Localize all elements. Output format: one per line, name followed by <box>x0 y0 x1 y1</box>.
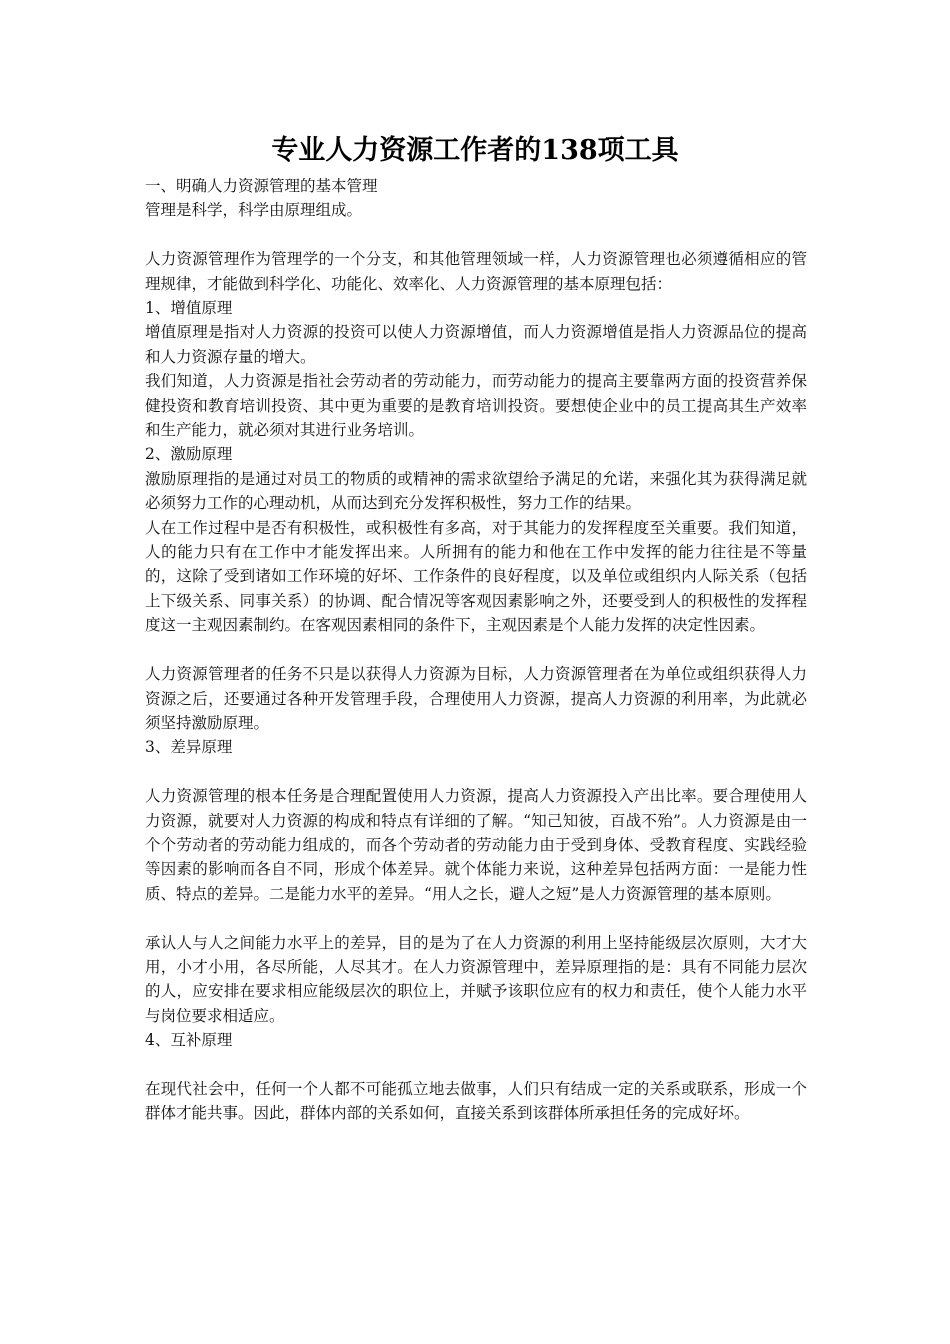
blank-line <box>145 906 807 930</box>
paragraph: 人在工作过程中是否有积极性，或积极性有多高，对于其能力的发挥程度至关重要。我们知道，人的能力只有在工作中才能发挥出来。人所拥有的能力和他在工作中发挥的能力往往是不等量的，这除了受到诸如工作环境的好坏、工作条件的良好程度，以及单位或组织内人际关系（包括上下级关系、同事关系）的协调、配合情况等客观因素影响之外，还要受到人的积极性的发挥程度这一主观因素制约。在客观因素相同的条件下，主观因素是个人能力发挥的决定性因素。 <box>145 518 807 635</box>
blank-line <box>145 638 807 662</box>
paragraph: 管理是科学，科学由原理组成。 <box>145 201 363 220</box>
paragraph: 3、差异原理 <box>145 738 233 757</box>
paragraph: 人力资源管理者的任务不只是以获得人力资源为目标，人力资源管理者在为单位或组织获得人力资源之后，还要通过各种开发管理手段，合理使用人力资源，提高人力资源的利用率，为此就必须坚持激励原理。 <box>145 665 807 732</box>
document-title: 专业人力资源工作者的138项工具 <box>271 135 679 166</box>
document-body <box>145 174 807 1126</box>
paragraph: 一、明确人力资源管理的基本管理 <box>145 177 378 195</box>
blank-line <box>145 760 807 784</box>
paragraph: 增值原理是指对人力资源的投资可以使人力资源增值，而人力资源增值是指人力资源品位的提高和人力资源存量的增大。 <box>145 323 807 366</box>
paragraph: 人力资源管理的根本任务是合理配置使用人力资源，提高人力资源投入产出比率。要合理使用人力资源，就要对人力资源的构成和特点有详细的了解。“知己知彼，百战不殆”。人力资源是由一个个劳动者的劳动能力组成的，而各个劳动者的劳动能力由于受到身体、受教育程度、实践经验等因素的影响而各自不同，形成个体差异。就个体能力来说，这种差异包括两方面：一是能力性质、特点的差异。二是能力水平的差异。“用人之长，避人之短”是人力资源管理的基本原则。 <box>145 787 807 903</box>
paragraph: 激励原理指的是通过对员工的物质的或精神的需求欲望给予满足的允诺，来强化其为获得满足就必须努力工作的心理动机，从而达到充分发挥积极性，努力工作的结果。 <box>145 469 807 513</box>
paragraph: 我们知道，人力资源是指社会劳动者的劳动能力，而劳动能力的提高主要靠两方面的投资营养保健投资和教育培训投资、其中更为重要的是教育培训投资。要想使企业中的员工提高其生产效率和生产能力，就必须对其进行业务培训。 <box>145 372 807 440</box>
blank-line <box>145 223 807 247</box>
paragraph: 人力资源管理作为管理学的一个分支，和其他管理领域一样，人力资源管理也必须遵循相应的管理规律，才能做到科学化、功能化、效率化、人力资源管理的基本原理包括： <box>145 250 807 293</box>
paragraph: 在现代社会中，任何一个人都不可能孤立地去做事，人们只有结成一定的关系或联系，形成一个群体才能共事。因此，群体内部的关系如何，直接关系到该群体所承担任务的完成好坏。 <box>145 1079 807 1123</box>
paragraph: 2、激励原理 <box>145 445 233 464</box>
paragraph: 1、增值原理 <box>145 299 233 318</box>
paragraph: 4、互补原理 <box>145 1031 233 1050</box>
paragraph: 承认人与人之间能力水平上的差异，目的是为了在人力资源的利用上坚持能级层次原则，大才大用，小才小用，各尽所能，人尽其才。在人力资源管理中，差异原理指的是：具有不同能力层次的人，应安排在要求相应能级层次的职位上，并赋予该职位应有的权力和责任，使个人能力水平与岗位要求相适应。 <box>145 933 807 1025</box>
blank-line <box>145 1053 807 1077</box>
